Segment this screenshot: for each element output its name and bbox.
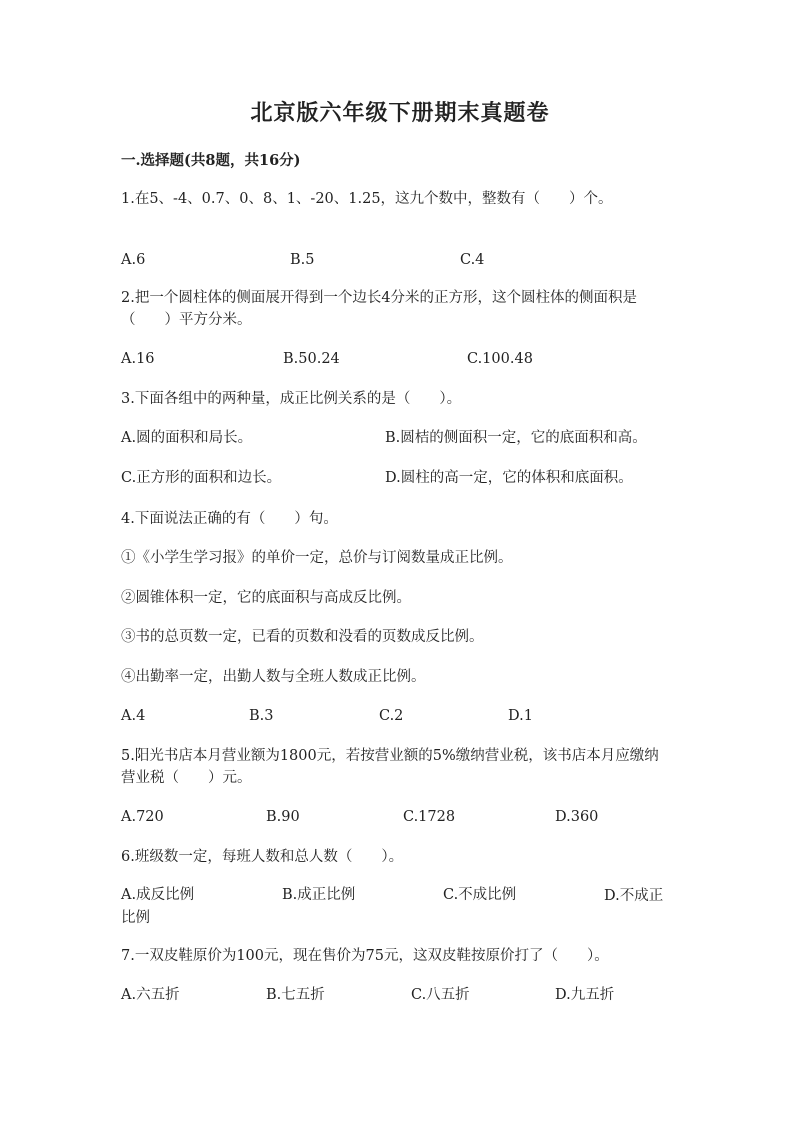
question-2-option-c: C.100.48 [467,351,533,367]
question-6-option-c: C.不成比例 [443,887,517,903]
question-7-stem: 7.一双皮鞋原价为100元，现在售价为75元，这双皮鞋按原价打了（ ）。 [121,948,609,964]
question-2-stem: 2.把一个圆柱体的侧面展开得到一个边长4分米的正方形，这个圆柱体的侧面积是（ ）平方分米。 [121,290,638,328]
section-heading: 一.选择题(共8题，共16分) [121,152,301,169]
question-1-option-a: A.6 [121,252,146,268]
question-5-option-a: A.720 [121,809,164,825]
question-4-statement-3: ③书的总页数一定，已看的页数和没看的页数成反比例。 [121,629,484,645]
question-7-option-d: D.九五折 [555,987,615,1003]
question-5-stem: 5.阳光书店本月营业额为1800元，若按营业额的5%缴纳营业税，该书店本月应缴纳营业税（ ）元。 [121,748,659,786]
question-6-option-a: A.成反比例 [121,887,195,903]
question-4-statement-4: ④出勤率一定，出勤人数与全班人数成正比例。 [121,669,426,685]
question-3-option-c: C.正方形的面积和边长。 [121,470,282,486]
question-2-option-b: B.50.24 [283,351,340,367]
question-6-stem: 6.班级数一定，每班人数和总人数（ ）。 [121,849,404,865]
question-6-option-d: D.不成正比例 [121,888,664,926]
question-7-option-c: C.八五折 [411,987,470,1003]
question-2-option-a: A.16 [121,351,155,367]
question-5-option-c: C.1728 [403,809,456,825]
question-4-statement-2: ②圆锥体积一定，它的底面积与高成反比例。 [121,590,411,606]
question-6-option-b: B.成正比例 [282,887,356,903]
question-4-option-d: D.1 [508,708,533,724]
question-4-option-c: C.2 [379,708,404,724]
question-7-option-a: A.六五折 [121,987,180,1003]
question-1-stem: 1.在5、-4、0.7、0、8、1、-20、1.25，这九个数中，整数有（ ）个。 [121,191,613,207]
question-3-option-d: D.圆柱的高一定，它的体积和底面积。 [385,470,633,486]
question-4-stem: 4.下面说法正确的有（ ）句。 [121,511,338,527]
question-5-option-b: B.90 [266,809,300,825]
question-3-stem: 3.下面各组中的两种量，成正比例关系的是（ ）。 [121,391,462,407]
question-4-option-a: A.4 [121,708,146,724]
question-1-option-c: C.4 [460,252,485,268]
question-4-option-b: B.3 [249,708,274,724]
page-title: 北京版六年级下册期末真题卷 [250,100,550,126]
question-3-option-a: A.圆的面积和局长。 [121,430,253,446]
question-7-option-b: B.七五折 [266,987,325,1003]
question-3-option-b: B.圆桔的侧面积一定，它的底面积和高。 [385,430,647,446]
question-4-statement-1: ①《小学生学习报》的单价一定，总价与订阅数量成正比例。 [121,550,513,566]
question-1-option-b: B.5 [290,252,315,268]
question-5-option-d: D.360 [555,809,599,825]
